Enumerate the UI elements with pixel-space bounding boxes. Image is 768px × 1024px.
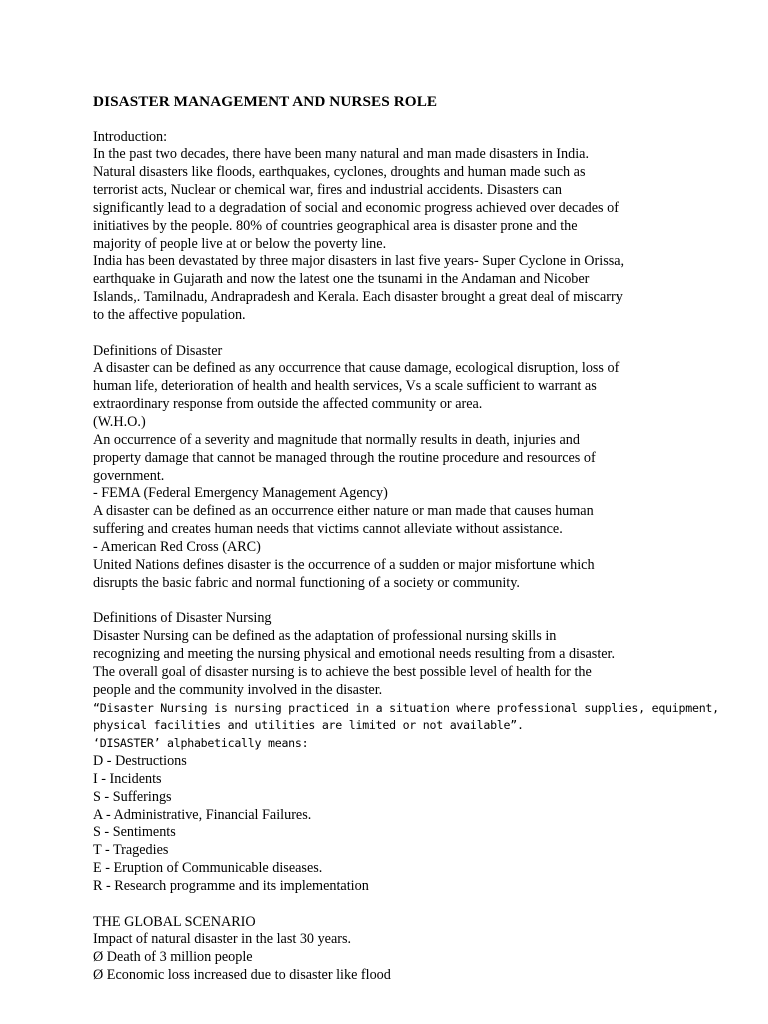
paragraph-line: significantly lead to a degradation of social and economic progress achieved over decades of	[93, 199, 619, 216]
paragraph-line: (W.H.O.)	[93, 414, 146, 430]
acronym-item: T - Tragedies	[93, 842, 169, 859]
blank-line	[93, 325, 733, 343]
section-heading: Introduction:	[93, 128, 168, 145]
paragraph-line: suffering and creates human needs that victims cannot alleviate without assistance.	[93, 521, 563, 538]
paragraph-line: initiatives by the people. 80% of countries geographical area is disaster prone and the	[93, 217, 578, 234]
acronym-item: A - Administrative, Financial Failures.	[93, 806, 312, 823]
acronym-item: D - Destructions	[93, 753, 187, 770]
paragraph-line: disrupts the basic fabric and normal functioning of a society or community.	[93, 574, 520, 591]
paragraph-line: people and the community involved in the disaster.	[93, 681, 383, 698]
blank-line	[93, 592, 733, 610]
section-disaster-nursing	[93, 610, 733, 896]
acronym-item: R - Research programme and its implementation	[93, 877, 369, 894]
paragraph-line: An occurrence of a severity and magnitude that normally results in death, injuries and	[93, 431, 580, 448]
paragraph-line: to the affective population.	[93, 306, 246, 323]
quote-line: ‘DISASTER’ alphabetically means:	[93, 736, 309, 751]
section-heading: THE GLOBAL SCENARIO	[93, 913, 256, 930]
paragraph-line: Impact of natural disaster in the last 30 years.	[93, 931, 352, 948]
paragraph-line: extraordinary response from outside the affected community or area.	[93, 396, 483, 413]
quote-line: “Disaster Nursing is nursing practiced in a situation where professional supplies, equipment,	[93, 700, 719, 715]
paragraph-line: In the past two decades, there have been many natural and man made disasters in India.	[93, 146, 589, 163]
paragraph-line: - FEMA (Federal Emergency Management Agency)	[93, 485, 388, 502]
paragraph-line: earthquake in Gujarath and now the latest one the tsunami in the Andaman and Nicober	[93, 271, 590, 288]
bullet-item: Ø Economic loss increased due to disaster like flood	[93, 967, 391, 984]
paragraph-line: The overall goal of disaster nursing is to achieve the best possible level of health for the	[93, 663, 592, 680]
paragraph-line: human life, deterioration of health and health services, Vs a scale sufficient to warrant as	[93, 378, 597, 395]
acronym-item: E - Eruption of Communicable diseases.	[93, 860, 323, 877]
section-heading: Definitions of Disaster Nursing	[93, 610, 272, 627]
section-global-scenario	[93, 914, 733, 985]
paragraph-line: A disaster can be defined as an occurrence either nature or man made that causes human	[93, 503, 594, 520]
bullet-item: Ø Death of 3 million people	[93, 949, 253, 966]
paragraph-line: terrorist acts, Nuclear or chemical war, fires and industrial accidents. Disasters can	[93, 182, 563, 199]
acronym-item: I - Incidents	[93, 770, 162, 787]
document-title: DISASTER MANAGEMENT AND NURSES ROLE	[93, 93, 438, 110]
paragraph-line: government.	[93, 467, 165, 484]
section-definitions	[93, 343, 733, 593]
paragraph-line: United Nations defines disaster is the occurrence of a sudden or major misfortune which	[93, 556, 595, 573]
paragraph-line: Disaster Nursing can be defined as the adaptation of professional nursing skills in	[93, 628, 557, 645]
paragraph-line: - American Red Cross (ARC)	[93, 538, 261, 555]
paragraph-line: Natural disasters like floods, earthquakes, cyclones, droughts and human made such as	[93, 164, 586, 181]
acronym-item: S - Sentiments	[93, 824, 176, 841]
paragraph-line: recognizing and meeting the nursing physical and emotional needs resulting from a disaster.	[93, 645, 616, 662]
paragraph-line: property damage that cannot be managed through the routine procedure and resources of	[93, 449, 596, 466]
quote-line: physical facilities and utilities are limited or not available”.	[93, 718, 524, 733]
document-page	[93, 93, 733, 985]
paragraph-line: majority of people live at or below the poverty line.	[93, 235, 387, 252]
paragraph-line: A disaster can be defined as any occurrence that cause damage, ecological disruption, loss of	[93, 360, 620, 377]
acronym-item: S - Sufferings	[93, 788, 172, 805]
section-introduction	[93, 129, 733, 325]
blank-line	[93, 896, 733, 914]
section-heading: Definitions of Disaster	[93, 342, 223, 359]
paragraph-line: Islands,. Tamilnadu, Andrapradesh and Kerala. Each disaster brought a great deal of miscarry	[93, 289, 623, 306]
paragraph-line: India has been devastated by three major disasters in last five years- Super Cyclone in Orissa,	[93, 253, 625, 270]
